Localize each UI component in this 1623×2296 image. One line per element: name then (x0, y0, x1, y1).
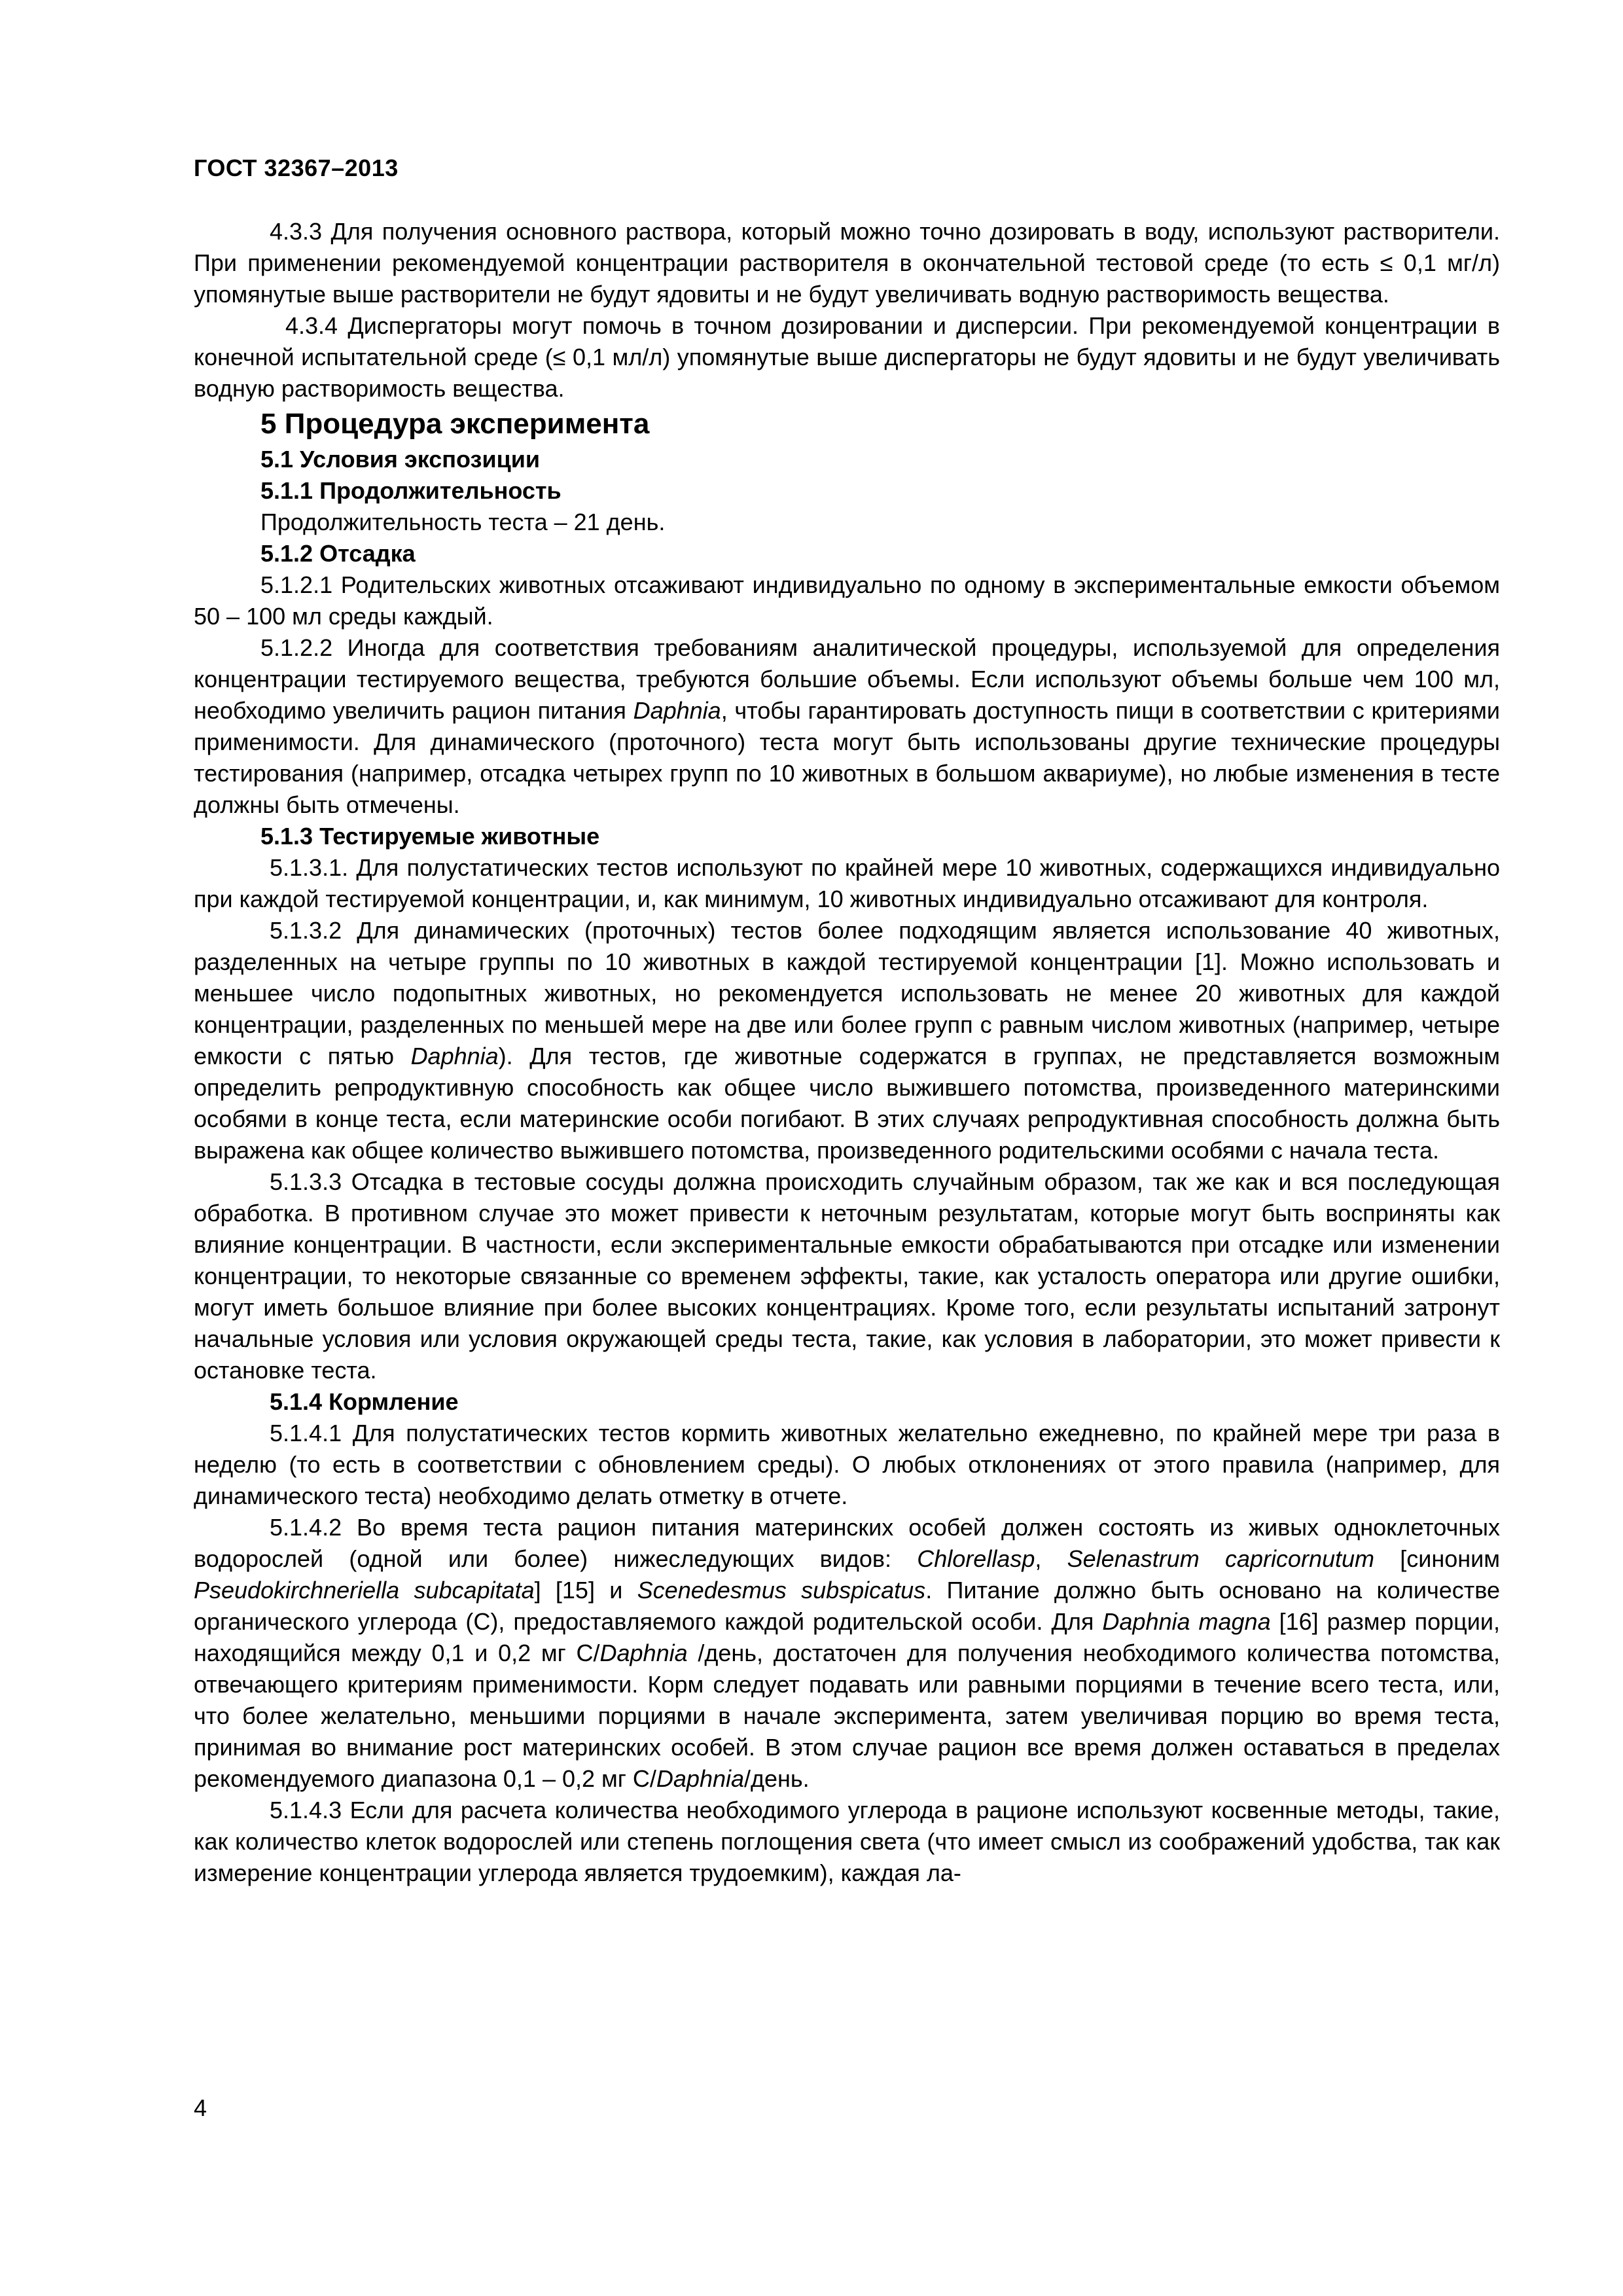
document-header: ГОСТ 32367–2013 (194, 154, 399, 181)
species-selenastrum: Selenastrum capricornutum (1067, 1545, 1375, 1572)
subsection-5-1-4-title: 5.1.4 Кормление (270, 1388, 459, 1415)
species-daphnia: Daphnia (599, 1640, 688, 1666)
paragraph-5-1-2-2-part-a: 5.1.2.2 Иногда для соответствия требованиям аналитической процедуры, используемой для определения концентрации тестируемого вещества, требуются большие объемы. Если используют объемы больше чем 100 мл, необходимо увеличить рацион питания (194, 634, 1500, 724)
paragraph-4-3-4: 4.3.4 Диспергаторы могут помочь в точном дозировании и дисперсии. При рекомендуемой концентрации в конечной испытательной среде (≤ 0,1 мл/л) упомянутые выше диспергаторы не будут ядовиты и не будут увеличивать водную растворимость вещества. (194, 312, 1500, 402)
species-scenedesmus: Scenedesmus subspicatus (637, 1577, 926, 1604)
subsection-5-1-title: 5.1 Условия экспозиции (260, 446, 540, 473)
species-pseudokirchneriella: Pseudokirchneriella subcapitata (194, 1577, 535, 1604)
paragraph-5-1-4-1: 5.1.4.1 Для полустатических тестов кормить животных желательно ежедневно, по крайней мере три раза в неделю (то есть в соответствии с обновлением среды). О любых отклонениях от этого правила (например, для динамического теста) необходимо делать отметку в отчете. (194, 1420, 1500, 1509)
paragraph-5-1-3-1: 5.1.3.1. Для полустатических тестов используют по крайней мере 10 животных, содержащихся индивидуально при каждой тестируемой концентрации, и, как минимум, 10 животных индивидуально отсаживают для контроля. (194, 854, 1500, 912)
text-run: /день, достаточен для получения необходимого количества потомства, отвечающего критериям применимости. Корм следует подавать или равными порциями в течение всего теста, или, что более желательно, меньшими порциями в начале эксперимента, затем увеличивая порцию во время теста, принимая во внимание рост материнских особей. В этом случае рацион все время должен оставаться в пределах рекомендуемого диапазона 0,1 – 0,2 мг С/ (194, 1640, 1500, 1792)
paragraph-5-1-2-2-part-b: , чтобы гарантировать доступность пищи в соответствии с критериями применимости. Для динамического (проточного) теста могут быть использованы другие технические процедуры тестирования (например, отсадка четырех групп по 10 животных в большом аквариуме), но любые изменения в тесте должны быть отмечены. (194, 697, 1500, 818)
paragraph-5-1-2-1: 5.1.2.1 Родительских животных отсаживают индивидуально по одному в экспериментальные емкости объемом 50 – 100 мл среды каждый. (194, 571, 1500, 630)
paragraph-5-1-4-3: 5.1.4.3 Если для расчета количества необходимого углерода в рационе используют косвенные методы, такие, как количество клеток водорослей или степень поглощения света (что имеет смысл из соображений удобства, так как измерение концентрации углерода является трудоемким), каждая ла- (194, 1797, 1500, 1886)
paragraph-5-1-3-3: 5.1.3.3 Отсадка в тестовые сосуды должна происходить случайным образом, так же как и вся последующая обработка. В противном случае это может привести к неточным результатам, которые могут быть восприняты как влияние концентрации. В частности, если экспериментальные емкости обрабатываются при отсадке или изменении концентрации, то некоторые связанные со временем эффекты, такие, как усталость оператора или другие ошибки, могут иметь большое влияние при более высоких концентрациях. Кроме того, если результаты испытаний затронут начальные условия или условия окружающей среды теста, такие, как условия в лаборатории, это может привести к остановке теста. (194, 1168, 1500, 1384)
text-run: [16] размер порции, находящийся между 0,1 и 0,2 мг С/ (194, 1608, 1500, 1666)
species-daphnia: Daphnia (656, 1765, 745, 1792)
paragraph-5-1-3-2 (194, 915, 1500, 1166)
paragraph-5-1-3-2-part-a: 5.1.3.2 Для динамических (проточных) тестов более подходящим является использование 40 животных, разделенных на четыре группы по 10 животных в каждой тестируемой концентрации [1]. Можно использовать и меньшее число подопытных животных, но рекомендуется использовать не менее 20 животных для каждой концентрации, разделенных по меньшей мере на две или более групп с равным числом животных (например, четыре емкости с пятью (194, 917, 1500, 1069)
species-daphnia-magna: Daphnia magna (1102, 1608, 1271, 1635)
text-run: [синоним (1374, 1545, 1500, 1572)
duration-text: Продолжительность теста – 21 день. (260, 509, 666, 535)
text-run: /день. (744, 1765, 810, 1792)
paragraph-5-1-2-2 (194, 632, 1500, 821)
species-daphnia: Daphnia (633, 697, 721, 724)
subsection-5-1-3-title: 5.1.3 Тестируемые животные (260, 823, 600, 850)
text-run: , (1035, 1545, 1067, 1572)
paragraph-5-1-4-2 (194, 1512, 1500, 1795)
subsection-5-1-1-title: 5.1.1 Продолжительность (260, 477, 562, 504)
species-daphnia: Daphnia (410, 1043, 499, 1069)
species-chlorella: Chlorellasp (917, 1545, 1035, 1572)
paragraph-5-1-3-2-part-b: ). Для тестов, где животные содержатся в группах, не представляется возможным определить репродуктивную способность как общее число выжившего потомства, произведенного материнскими особями в конце теста, если материнские особи погибают. В этих случаях репродуктивная способность должна быть выражена как общее количество выжившего потомства, произведенного родительскими особями с начала теста. (194, 1043, 1500, 1164)
page-number: 4 (194, 2094, 207, 2121)
text-run: . Питание должно быть основано на количестве органического углерода (С), предоставляемого каждой родительской особи. Для (194, 1577, 1500, 1635)
text-run: 5.1.4.2 Во время теста рацион питания материнских особей должен состоять из живых одноклеточных водорослей (одной или более) нижеследующих видов: (194, 1514, 1500, 1572)
paragraph-4-3-3: 4.3.3 Для получения основного раствора, который можно точно дозировать в воду, используют растворители. При применении рекомендуемой концентрации растворителя в окончательной тестовой среде (то есть ≤ 0,1 мг/л) упомянутые выше растворители не будут ядовиты и не будут увеличивать водную растворимость вещества. (194, 218, 1500, 308)
section-5-title: 5 Процедура эксперимента (260, 408, 650, 440)
document-body (194, 216, 1500, 1889)
subsection-5-1-2-title: 5.1.2 Отсадка (260, 540, 416, 567)
text-run: ] [15] и (534, 1577, 637, 1604)
